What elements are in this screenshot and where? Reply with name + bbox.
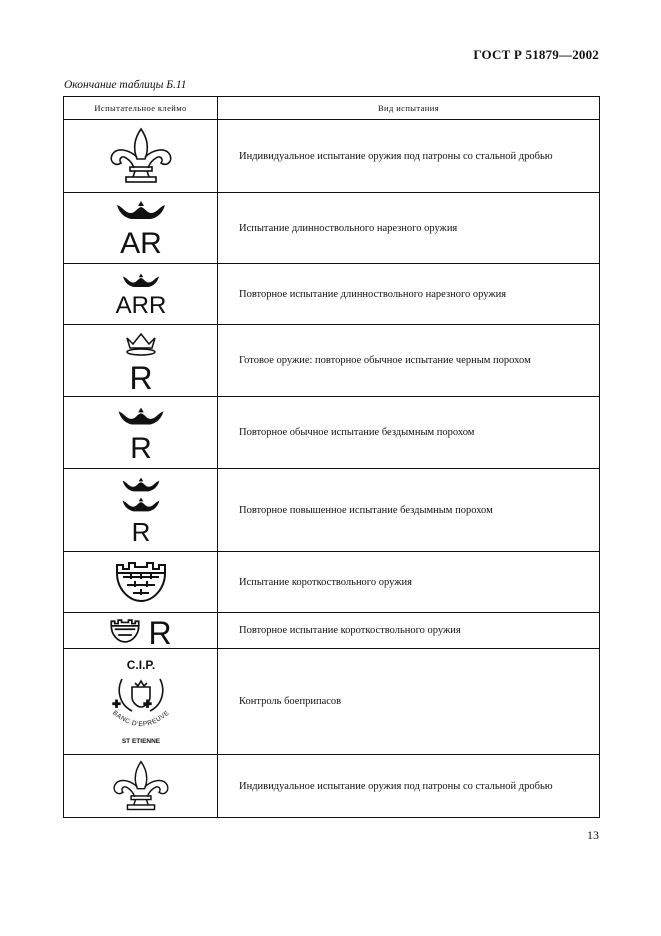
crown-icon [111, 199, 171, 223]
table-row [64, 613, 600, 649]
test-description: Индивидуальное испытание оружия под патроны со стальной дробью [218, 755, 600, 818]
test-description: Испытание короткоствольного оружия [218, 552, 600, 613]
table-row [64, 264, 600, 325]
table-row [64, 120, 600, 193]
mark-letters: ARR [115, 292, 166, 316]
mark-letters: R [129, 431, 152, 461]
mural-crown-icon [113, 559, 169, 605]
test-description: Повторное испытание короткоствольного оружия [218, 613, 600, 649]
fleur-de-lis-icon [106, 125, 176, 187]
table-row [64, 325, 600, 397]
table-row [64, 193, 600, 264]
mark-cell [64, 325, 218, 397]
table-header-row [64, 97, 600, 120]
mark-cell [64, 755, 218, 818]
svg-text:BANC D'EPREUVE [111, 709, 171, 728]
mural-crown-icon [109, 617, 141, 645]
mark-cell [64, 613, 218, 649]
seal-top-text: C.I.P. [126, 657, 155, 672]
table-row [64, 552, 600, 613]
mark-cell [64, 264, 218, 325]
test-description: Готовое оружие: повторное обычное испытание черным порохом [218, 325, 600, 397]
page-number: 13 [587, 828, 599, 842]
column-header-test-type: Вид испытания [218, 97, 600, 120]
proof-marks-table [63, 96, 600, 818]
cip-st-etienne-seal-icon [106, 657, 176, 747]
mark-cell [64, 469, 218, 552]
table-caption: Окончание таблицы Б.11 [64, 79, 187, 91]
test-description: Повторное обычное испытание бездымным порохом [218, 397, 600, 469]
test-description: Испытание длинноствольного нарезного оружия [218, 193, 600, 264]
test-description: Повторное повышенное испытание бездымным порохом [218, 469, 600, 552]
table-row [64, 649, 600, 755]
mark-letters: R [147, 614, 172, 647]
mark-cell [64, 649, 218, 755]
mark-cell [64, 193, 218, 264]
mark-letters: AR [119, 227, 162, 257]
table-row [64, 469, 600, 552]
test-description: Повторное испытание длинноствольного нарезного оружия [218, 264, 600, 325]
crown-on-cushion-icon [119, 330, 163, 358]
table-row [64, 397, 600, 469]
seal-bottom-text: ST ETIENNE [121, 737, 160, 745]
mark-cell [64, 397, 218, 469]
mark-cell [64, 552, 218, 613]
table-row [64, 755, 600, 818]
mark-cell [64, 120, 218, 193]
double-crown-icon [118, 476, 164, 516]
mark-letters: R [128, 359, 153, 392]
fleur-de-lis-icon [109, 758, 173, 814]
crown-icon [118, 272, 164, 290]
document-code: ГОСТ Р 51879—2002 [473, 47, 599, 62]
test-description: Индивидуальное испытание оружия под патроны со стальной дробью [218, 120, 600, 193]
seal-arc-text: BANC D'EPREUVE [110, 709, 171, 728]
test-description: Контроль боеприпасов [218, 649, 600, 755]
mark-letters: R [131, 517, 150, 544]
column-header-mark: Испытательное клеймо [64, 97, 218, 120]
crown-icon [113, 405, 169, 429]
